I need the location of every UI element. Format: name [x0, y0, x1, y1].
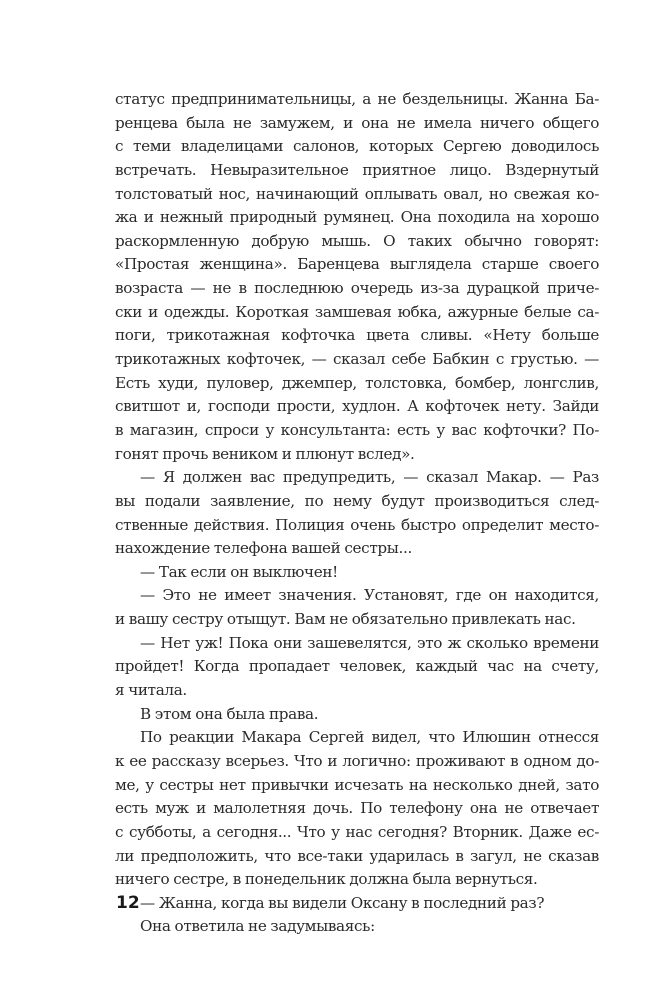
text-line: поги, трикотажная кофточка цвета сливы. «Нету больше [115, 326, 599, 345]
text-line: пройдет! Когда пропадает человек, каждый час на счету, [115, 657, 599, 676]
text-line: жа и нежный природный румянец. Она походила на хорошо [115, 208, 599, 227]
text-line: в магазин, спроси у консультанта: есть у вас кофточки? По- [115, 420, 599, 439]
text-line: ли предположить, что все-таки ударилась в загул, не сказав [115, 846, 599, 865]
text-line: ничего сестре, в понедельник должна была вернуться. [115, 870, 538, 889]
text-line: В этом она была права. [140, 704, 319, 723]
text-line: свитшот и, господи прости, худлон. А кофточек нету. Зайди [115, 397, 599, 416]
text-line: «Простая женщина». Баренцева выглядела старше своего [115, 255, 599, 274]
text-line: трикотажных кофточек, — сказал себе Бабкин с грустью. — [115, 350, 599, 369]
text-line: и вашу сестру отыщут. Вам не обязательно привлекать нас. [115, 610, 576, 629]
text-line: По реакции Макара Сергей видел, что Илюшин отнесся [140, 728, 599, 747]
text-line: ренцева была не замужем, и она не имела ничего общего [115, 113, 599, 132]
text-line: есть муж и малолетняя дочь. По телефону она не отвечает [115, 799, 599, 818]
text-line: вы подали заявление, по нему будут производиться след- [115, 491, 599, 510]
text-line: возраста — не в последнюю очередь из-за дурацкой приче- [115, 279, 599, 298]
page-number: 12 [116, 893, 140, 913]
text-line: с теми владелицами салонов, которых Сергею доводилось [115, 137, 599, 156]
text-line: к ее рассказу всерьез. Что и логично: проживают в одном до- [115, 751, 599, 770]
text-line: статус предпринимательницы, а не бездельницы. Жанна Ба- [115, 90, 599, 108]
page-body [115, 88, 599, 939]
text-line: ски и одежды. Короткая замшевая юбка, ажурные белые са- [115, 302, 599, 321]
text-line: ственные действия. Полиция очень быстро определит место- [115, 515, 599, 534]
text-line: гонят прочь веником и плюнут вслед». [115, 444, 415, 463]
text-line: — Я должен вас предупредить, — сказал Макар. — Раз [140, 468, 599, 487]
text-line: нахождение телефона вашей сестры... [115, 539, 412, 558]
text-line: с субботы, а сегодня... Что у нас сегодня? Вторник. Даже ес- [115, 822, 599, 841]
text-line: — Так если он выключен! [140, 562, 338, 581]
text-line: встречать. Невыразительное приятное лицо. Вздернутый [115, 160, 599, 179]
text-line: толстоватый нос, начинающий оплывать овал, но свежая ко- [115, 184, 599, 203]
text-line: Она ответила не задумываясь: [140, 917, 375, 936]
text-line: ме, у сестры нет привычки исчезать на несколько дней, зато [115, 775, 599, 794]
text-line: Есть худи, пуловер, джемпер, толстовка, бомбер, лонгслив, [115, 373, 599, 392]
text-line: — Жанна, когда вы видели Оксану в последний раз? [140, 893, 545, 912]
text-line: раскормленную добрую мышь. О таких обычно говорят: [115, 231, 599, 250]
text-line: я читала. [115, 681, 187, 700]
text-line: — Это не имеет значения. Установят, где он находится, [140, 586, 599, 605]
text-line: — Нет уж! Пока они зашевелятся, это ж сколько времени [140, 633, 599, 652]
